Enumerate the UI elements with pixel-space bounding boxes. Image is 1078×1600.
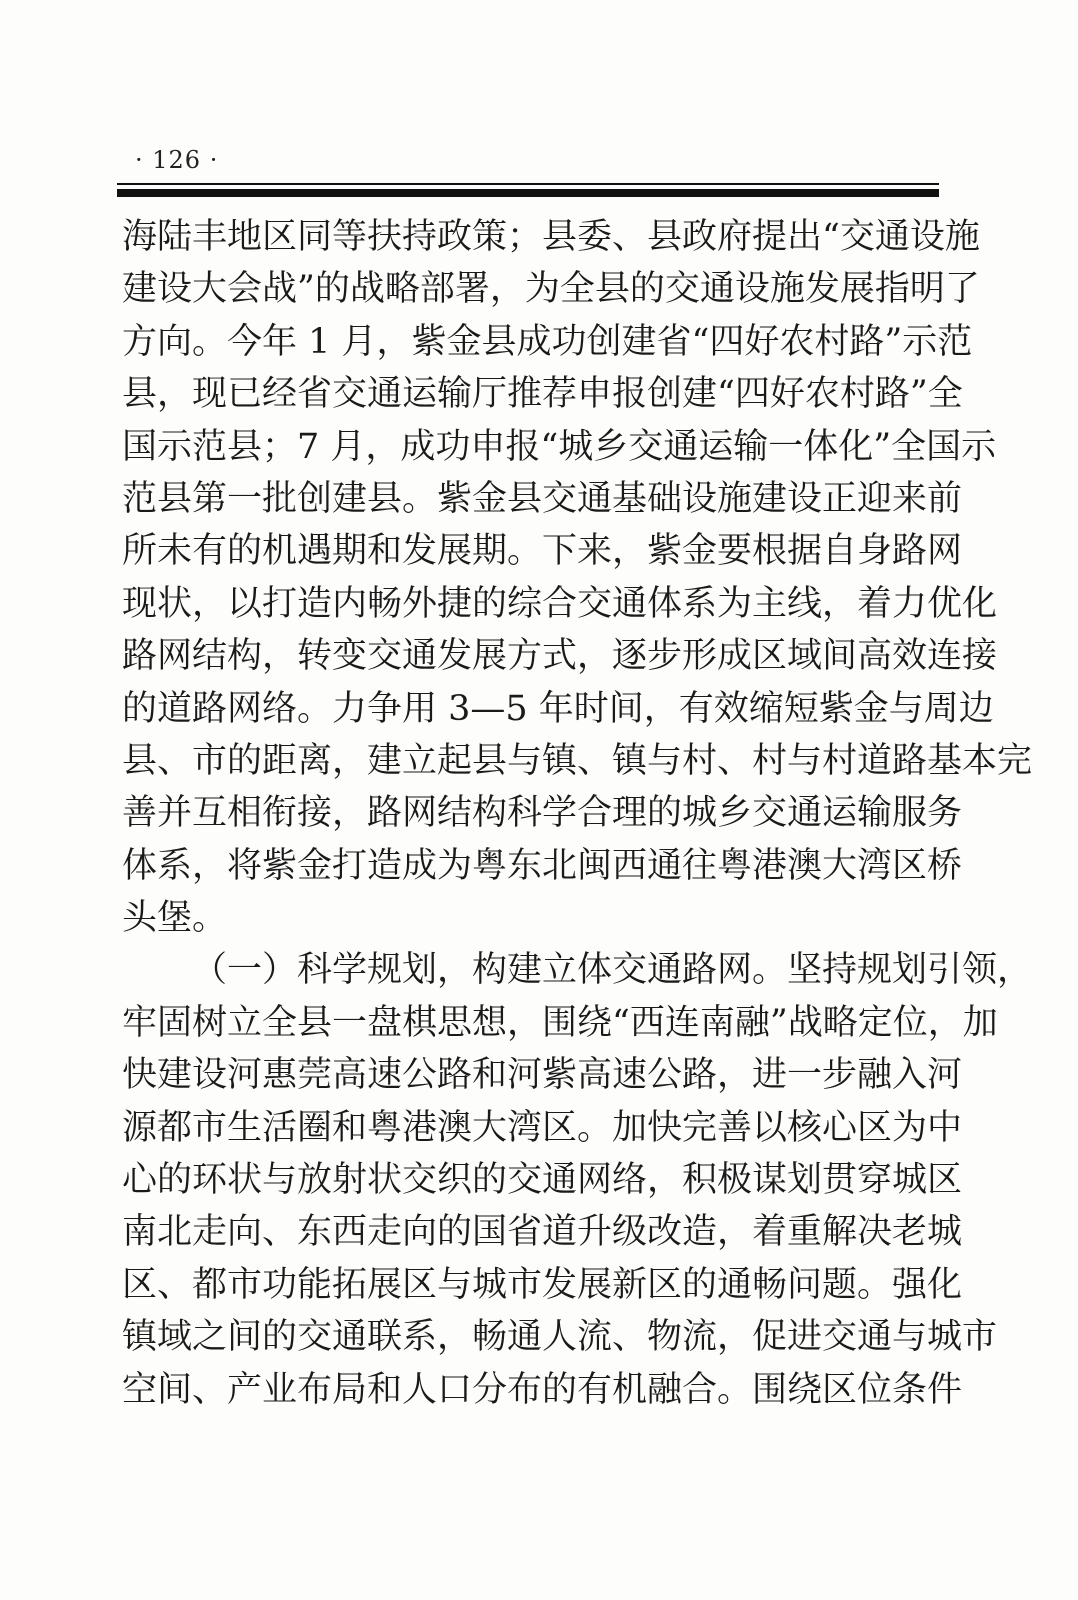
text-line: 路网结构，转变交通发展方式，逐步形成区域间高效连接 [122, 636, 998, 677]
text-line: 心的环状与放射状交织的交通网络，积极谋划贯穿城区 [122, 1160, 963, 1201]
text-line: 快建设河惠莞高速公路和河紫高速公路，进一步融入河 [122, 1055, 963, 1096]
text-line: 方向。今年 1 月，紫金县成功创建省“四好农村路”示范 [122, 321, 973, 362]
section-heading-line: （一）科学规划，构建立体交通路网。坚持规划引领， [192, 950, 1033, 991]
text-line: 海陆丰地区同等扶持政策；县委、县政府提出“交通设施 [122, 217, 980, 257]
text-line: 南北走向、东西走向的国省道升级改造，着重解决老城 [122, 1212, 963, 1253]
text-line: 县，现已经省交通运输厅推荐申报创建“四好农村路”全 [122, 374, 963, 415]
text-line: 体系，将紫金打造成为粤东北闽西通往粤港澳大湾区桥 [122, 845, 963, 886]
text-line: 头堡。 [122, 898, 228, 939]
text-line: 县、市的距离，建立起县与镇、镇与村、村与村道路基本完 [122, 740, 1033, 781]
text-line: 牢固树立全县一盘棋思想，围绕“西连南融”战略定位，加 [122, 1002, 998, 1043]
text-line: 范县第一批创建县。紫金县交通基础设施建设正迎来前 [122, 478, 963, 519]
header-rule-thin [117, 183, 939, 185]
text-line: 建设大会战”的战略部署，为全县的交通设施发展指明了 [122, 269, 980, 310]
header-rule-thick [117, 189, 939, 197]
body-text [122, 211, 1033, 1416]
text-line: 空间、产业布局和人口分布的有机融合。围绕区位条件 [122, 1369, 963, 1410]
text-line: 善并互相衔接，路网结构科学合理的城乡交通运输服务 [122, 793, 963, 834]
text-line: 所未有的机遇期和发展期。下来，紫金要根据自身路网 [122, 531, 963, 572]
text-line: 镇域之间的交通联系，畅通人流、物流，促进交通与城市 [122, 1317, 998, 1358]
text-line: 源都市生活圈和粤港澳大湾区。加快完善以核心区为中 [122, 1107, 963, 1148]
text-line: 区、都市功能拓展区与城市发展新区的通畅问题。强化 [122, 1264, 963, 1305]
page-number: · 126 · [135, 146, 219, 174]
text-line: 国示范县；7 月，成功申报“城乡交通运输一体化”全国示 [122, 426, 997, 467]
text-line: 现状，以打造内畅外捷的综合交通体系为主线，着力优化 [122, 583, 998, 624]
text-line: 的道路网络。力争用 3—5 年时间，有效缩短紫金与周边 [122, 688, 994, 729]
